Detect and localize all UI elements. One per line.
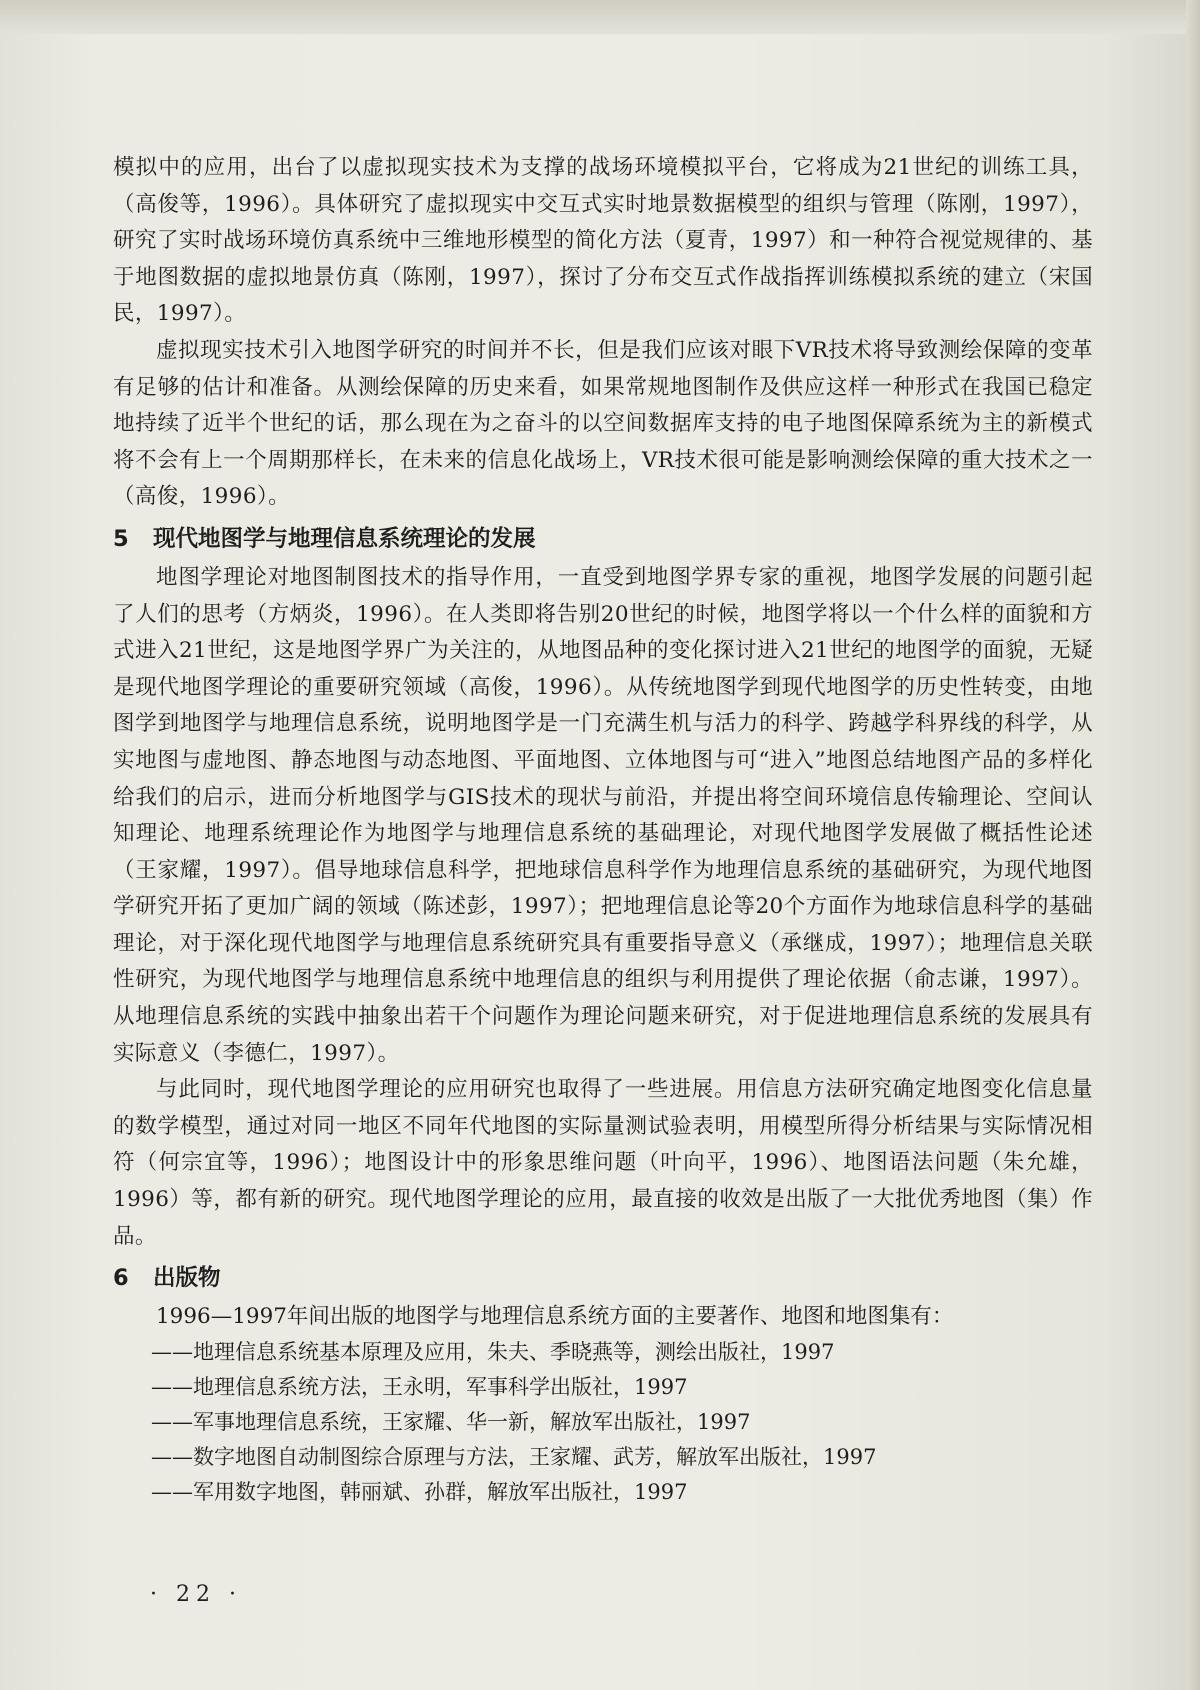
section-6-number: 6 — [113, 1265, 129, 1292]
paragraph-vr-continued: 模拟中的应用，出台了以虚拟现实技术为支撑的战场环境模拟平台，它将成为21世纪的训练工具，（高俊等，1996）。具体研究了虚拟现实中交互式实时地景数据模型的组织与管理（陈刚，1997），研究了实时战场环境仿真系统中三维地形模型的简化方法（夏青，1997）和一种符合视觉规律的、基于地图数据的虚拟地景仿真（陈刚，1997），探讨了分布交互式作战指挥训练模拟系统的建立（宋国民，1997）。 — [113, 155, 1093, 327]
publications-intro: 1996—1997年间出版的地图学与地理信息系统方面的主要著作、地图和地图集有： — [156, 1304, 954, 1330]
section-6-title: 出版物 — [153, 1265, 221, 1292]
section-5-title: 现代地图学与地理信息系统理论的发展 — [153, 525, 536, 552]
section-5-number: 5 — [113, 525, 129, 552]
paragraph-vr-outlook: 虚拟现实技术引入地图学研究的时间并不长，但是我们应该对眼下VR技术将导致测绘保障的变革有足够的估计和准备。从测绘保障的历史来看，如果常规地图制作及供应这样一种形式在我国已稳定地持续了近半个世纪的话，那么现在为之奋斗的以空间数据库支持的电子地图保障系统为主的新模式将不会有上一个周期那样长，在未来的信息化战场上，VR技术很可能是影响测绘保障的重大技术之一（高俊，1996）。 — [113, 337, 1093, 510]
publication-item: ——地理信息系统基本原理及应用，朱夫、季晓燕等，测绘出版社，1997 — [151, 1340, 835, 1365]
publication-item: ——数字地图自动制图综合原理与方法，王家耀、武芳，解放军出版社，1997 — [151, 1445, 877, 1470]
publication-item: ——军用数字地图，韩丽斌、孙群，解放军出版社，1997 — [151, 1480, 688, 1505]
body-text — [113, 150, 1093, 1510]
section-6-heading — [113, 1261, 1093, 1295]
publication-item: ——地理信息系统方法，王永明，军事科学出版社，1997 — [151, 1375, 688, 1400]
page-number: · 22 · — [150, 1582, 242, 1607]
page-edge-right — [1186, 0, 1200, 1690]
top-shadow — [0, 0, 1200, 34]
section-5-paragraph-theory: 地图学理论对地图制图技术的指导作用，一直受到地图学界专家的重视，地图学发展的问题引起了人们的思考（方炳炎，1996）。在人类即将告别20世纪的时候，地图学将以一个什么样的面貌和方式进入21世纪，这是地图学界广为关注的，从地图品种的变化探讨进入21世纪的地图学的面貌，无疑是现代地图学理论的重要研究领域（高俊，1996）。从传统地图学到现代地图学的历史性转变，由地图学到地图学与地理信息系统，说明地图学是一门充满生机与活力的科学、跨越学科界线的科学，从实地图与虚地图、静态地图与动态地图、平面地图、立体地图与可“进入”地图总结地图产品的多样化给我们的启示，进而分析地图学与GIS技术的现状与前沿，并提出将空间环境信息传输理论、空间认知理论、地理系统理论作为地图学与地理信息系统的基础理论，对现代地图学发展做了概括性论述（王家耀，1997）。倡导地球信息科学，把地球信息科学作为地理信息系统的基础研究，为现代地图学研究开拓了更加广阔的领域（陈述彭，1997）；把地理信息论等20个方面作为地球信息科学的基础理论，对于深化现代地图学与地理信息系统研究具有重要指导意义（承继成，1997）；地理信息关联性研究，为现代地图学与地理信息系统中地理信息的组织与利用提供了理论依据（俞志谦，1997）。从地理信息系统的实践中抽象出若干个问题作为理论问题来研究，对于促进地理信息系统的发展具有实际意义（李德仁，1997）。 — [113, 564, 1093, 1066]
publication-item: ——军事地理信息系统，王家耀、华一新，解放军出版社，1997 — [151, 1410, 751, 1435]
section-5-heading — [113, 522, 1093, 556]
section-5-paragraph-application: 与此同时，现代地图学理论的应用研究也取得了一些进展。用信息方法研究确定地图变化信息量的数学模型，通过对同一地区不同年代地图的实际量测试验表明，用模型所得分析结果与实际情况相符（何宗宜等，1996）；地图设计中的形象思维问题（叶向平，1996）、地图语法问题（朱允雄，1996）等，都有新的研究。现代地图学理论的应用，最直接的收效是出版了一大批优秀地图（集）作品。 — [113, 1077, 1093, 1249]
